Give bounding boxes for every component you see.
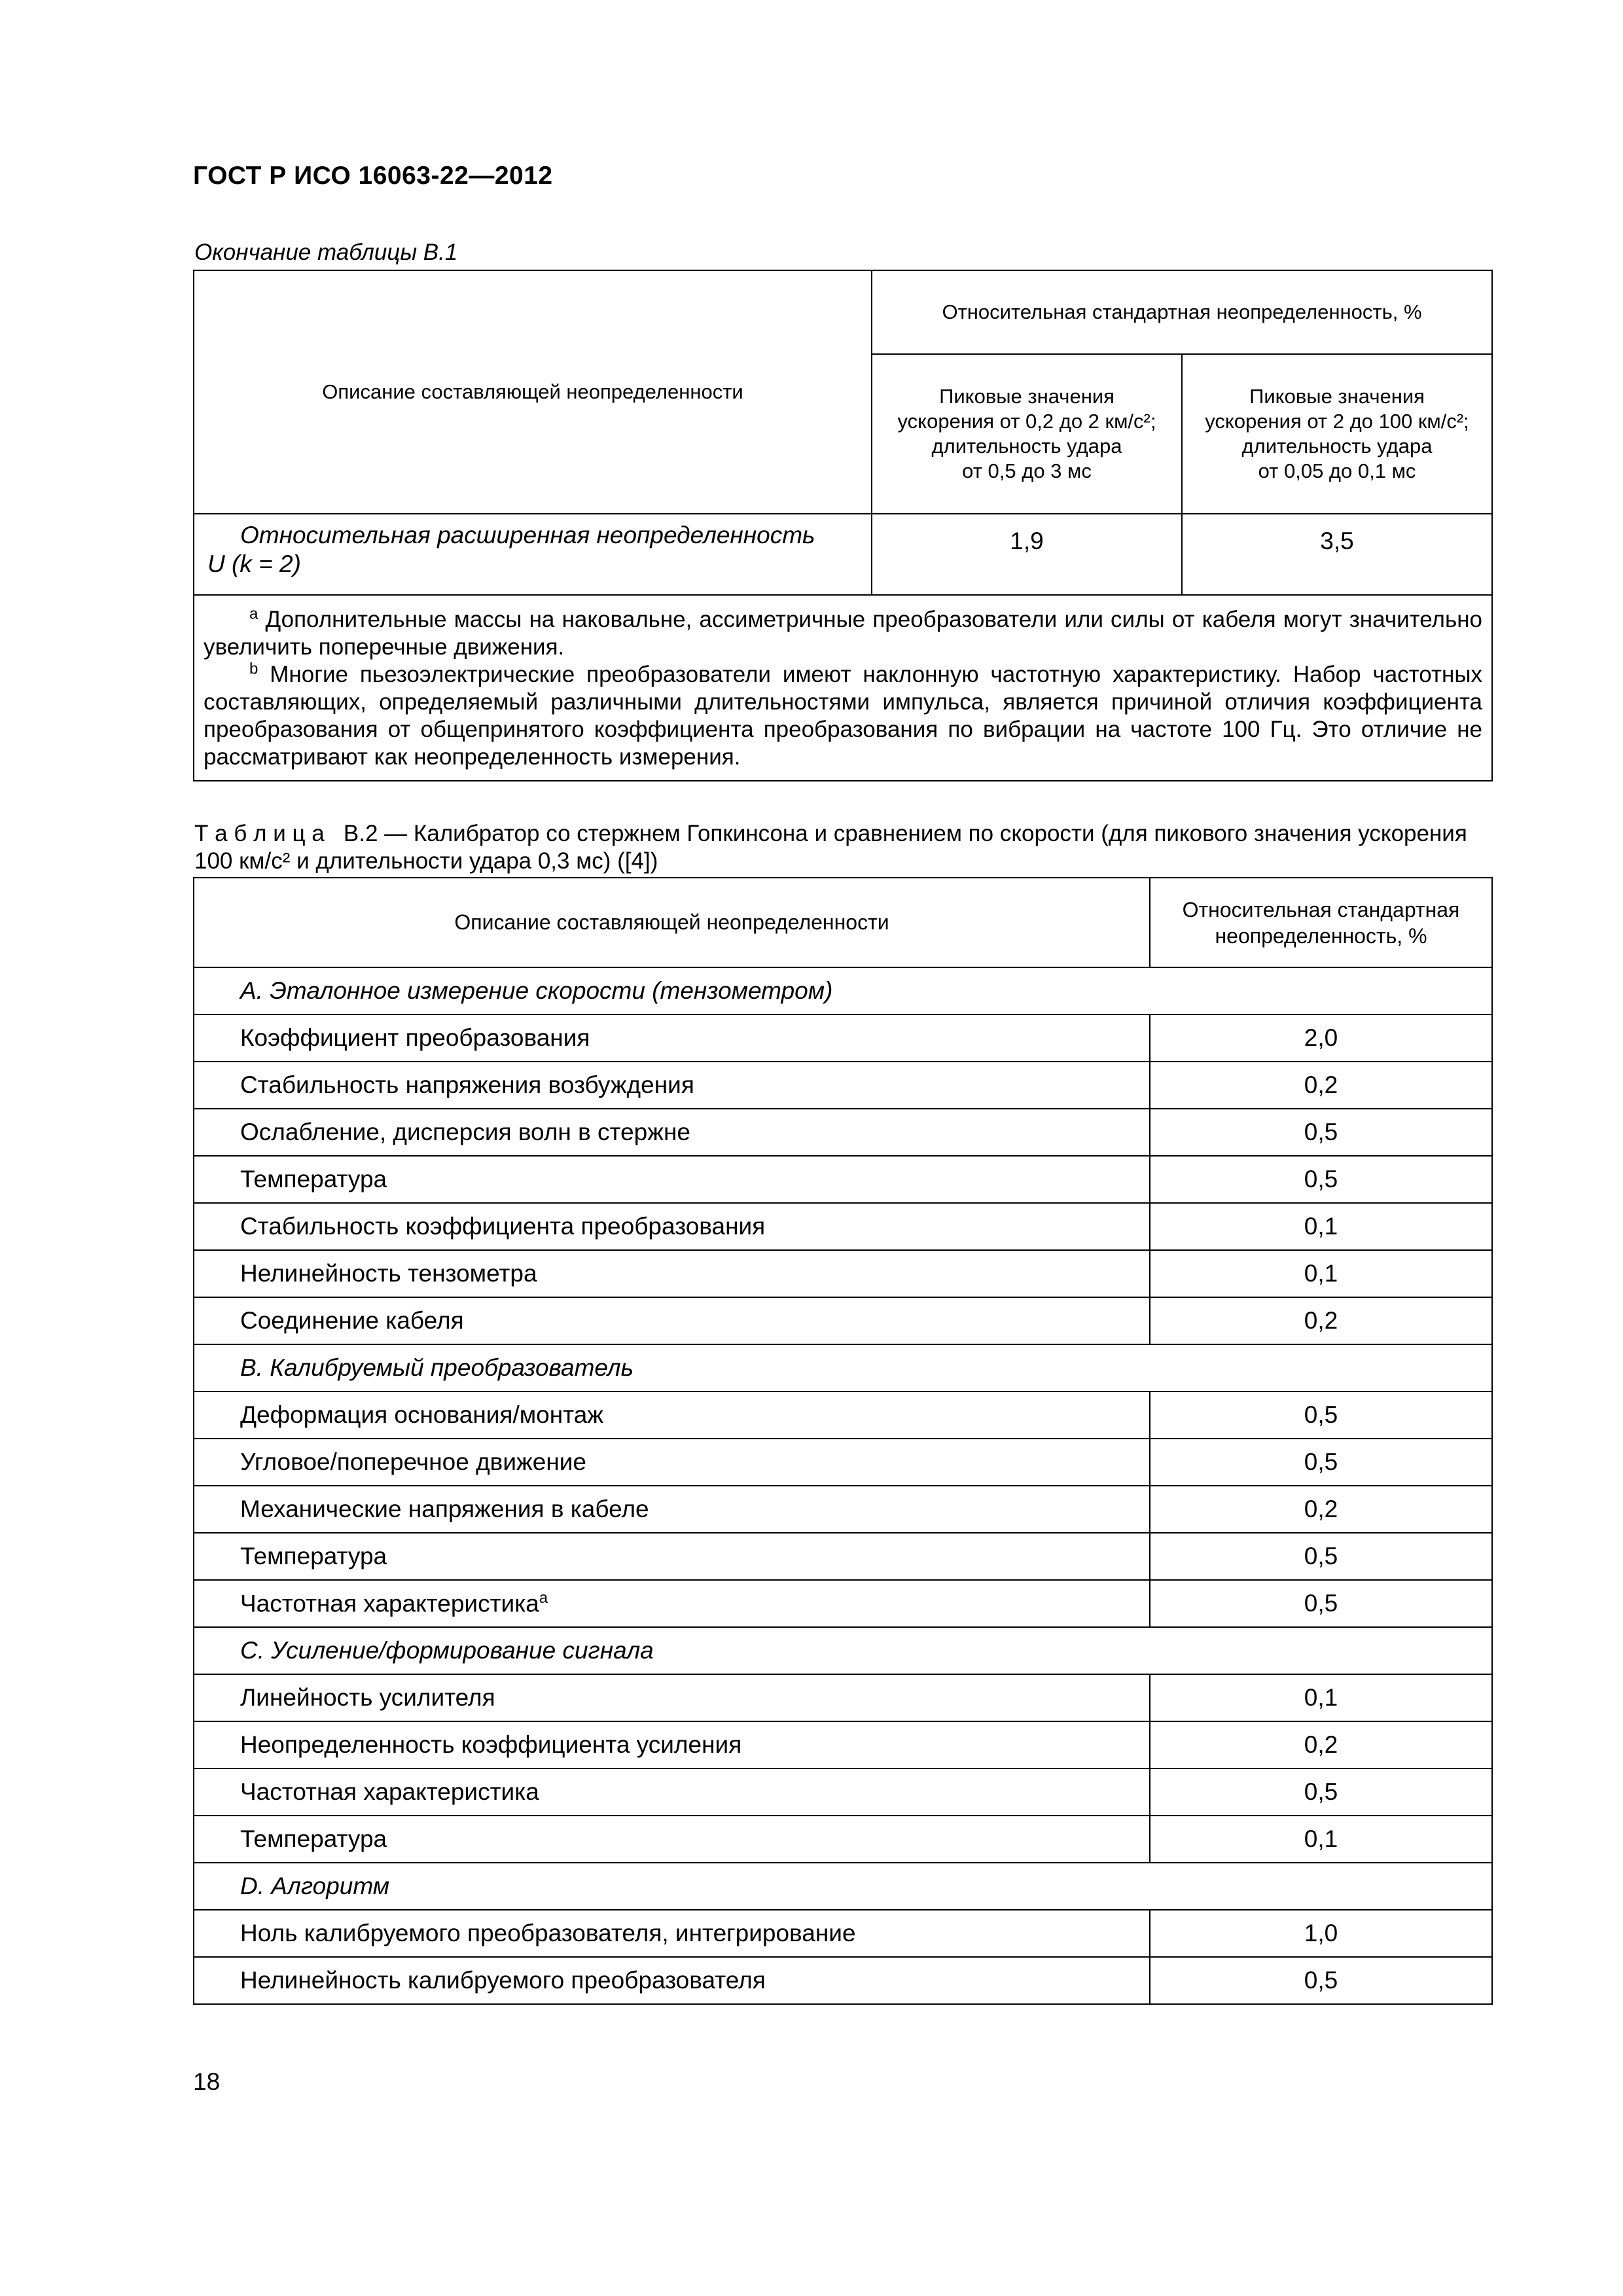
table2-header-value-line: Относительная стандартная xyxy=(1182,897,1460,922)
table1-note-a xyxy=(204,606,1482,661)
document-title: ГОСТ Р ИСО 16063-22—2012 xyxy=(193,162,553,190)
table2-row-label xyxy=(194,1957,1150,2004)
row-label-text: Температура xyxy=(240,1166,387,1193)
table2-row-label xyxy=(194,1203,1150,1250)
table2-row-label xyxy=(194,1109,1150,1156)
table1-notes xyxy=(194,595,1492,781)
table-row xyxy=(194,1674,1492,1721)
table-row xyxy=(194,1721,1492,1768)
table-row xyxy=(194,1910,1492,1957)
expanded-label-line2: U (k = 2) xyxy=(207,550,301,577)
table2-row-value: 0,5 xyxy=(1150,1580,1492,1627)
table2-row-label xyxy=(194,1439,1150,1486)
table2-row-value: 0,2 xyxy=(1150,1297,1492,1344)
table-row xyxy=(194,1156,1492,1203)
table2-section-title: B. Калибруемый преобразователь xyxy=(194,1344,1492,1391)
table2-row-label xyxy=(194,1156,1150,1203)
table2-row-label xyxy=(194,1391,1150,1439)
row-label-text: Температура xyxy=(240,1825,387,1852)
table1-expanded-value-1: 1,9 xyxy=(872,514,1182,595)
row-label-text: Неопределенность коэффициента усиления xyxy=(240,1731,742,1758)
table1-expanded-value-2: 3,5 xyxy=(1182,514,1492,595)
table2-row-label xyxy=(194,1674,1150,1721)
table-row xyxy=(194,1391,1492,1439)
table-row xyxy=(194,1297,1492,1344)
table-row xyxy=(194,1957,1492,2004)
table1-uncertainty-end xyxy=(193,270,1493,781)
table2-row-value: 0,2 xyxy=(1150,1486,1492,1533)
table1-subheader-2 xyxy=(1182,354,1492,514)
table-row xyxy=(194,1250,1492,1297)
table1-subheader-2-line: ускорения от 2 до 100 км/с²; xyxy=(1205,409,1469,433)
table2-row-value: 1,0 xyxy=(1150,1910,1492,1957)
table2-row-value: 0,5 xyxy=(1150,1768,1492,1816)
table2-row-value: 0,2 xyxy=(1150,1062,1492,1109)
table2-row-value: 0,5 xyxy=(1150,1391,1492,1439)
table2-row-value: 0,1 xyxy=(1150,1250,1492,1297)
table2-header-description: Описание составляющей неопределенности xyxy=(194,878,1150,967)
table2-section-row xyxy=(194,1863,1492,1910)
table2-row-value: 0,5 xyxy=(1150,1156,1492,1203)
table2-caption xyxy=(194,820,1497,875)
table1-subheader-1 xyxy=(872,354,1182,514)
table1-subheader-1-line: от 0,5 до 3 мс xyxy=(962,459,1092,482)
table2-section-title: A. Эталонное измерение скорости (тензометром) xyxy=(194,967,1492,1014)
note-text: Многие пьезоэлектрические преобразователи имеют наклонную частотную характеристику. Набор частотных составляющих, определяемый различными длительностями импульса, является причиной отличия коэффициента преобразования от общепринятого коэффициента преобразования по вибрации на частоте 100 Гц. Это отличие не рассматривают как неопределенность измерения. xyxy=(204,662,1483,770)
table2-row-value: 0,1 xyxy=(1150,1203,1492,1250)
row-label-text: Стабильность напряжения возбуждения xyxy=(240,1071,694,1098)
table1-subheader-1-line: Пиковые значения xyxy=(939,384,1115,408)
row-label-text: Деформация основания/монтаж xyxy=(240,1401,604,1428)
table1-subheader-2-line: длительность удара xyxy=(1241,434,1433,457)
table2-row-value: 0,5 xyxy=(1150,1957,1492,2004)
row-label-text: Механические напряжения в кабеле xyxy=(240,1496,649,1522)
table-row xyxy=(194,1580,1492,1627)
table2-row-label xyxy=(194,1062,1150,1109)
expanded-label-line1: Относительная расширенная неопределенность xyxy=(240,522,815,548)
table2-hopkinson-bar-uncertainty xyxy=(193,877,1493,2005)
row-label-text: Угловое/поперечное движение xyxy=(240,1448,587,1475)
row-label-text: Нелинейность калибруемого преобразователя xyxy=(240,1967,766,1994)
row-label-text: Нелинейность тензометра xyxy=(240,1260,537,1287)
table1-subheader-2-line: от 0,05 до 0,1 мс xyxy=(1258,459,1416,482)
table2-caption-prefix: Т а б л и ц а В.2 xyxy=(194,821,378,846)
table2-row-value: 0,1 xyxy=(1150,1674,1492,1721)
table1-note-b xyxy=(204,661,1482,771)
table2-row-label xyxy=(194,1910,1150,1957)
table2-section-row xyxy=(194,1627,1492,1674)
table2-row-label xyxy=(194,1816,1150,1863)
table2-row-label xyxy=(194,1533,1150,1580)
table-row xyxy=(194,1109,1492,1156)
table1-header-group: Относительная стандартная неопределенность, % xyxy=(872,270,1492,354)
table-row xyxy=(194,1203,1492,1250)
row-label-text: Соединение кабеля xyxy=(240,1307,464,1334)
table-row xyxy=(194,1062,1492,1109)
page-number: 18 xyxy=(193,2068,221,2095)
table2-section-row xyxy=(194,1344,1492,1391)
table2-section-row xyxy=(194,967,1492,1014)
footnote-marker: a xyxy=(539,1589,548,1607)
row-label-text: Ноль калибруемого преобразователя, интегрирование xyxy=(240,1920,856,1946)
table2-row-value: 2,0 xyxy=(1150,1014,1492,1062)
table-row xyxy=(194,1486,1492,1533)
table1-subheader-1-line: длительность удара xyxy=(931,434,1122,457)
table2-row-label xyxy=(194,1297,1150,1344)
table-row xyxy=(194,1816,1492,1863)
note-text: Дополнительные массы на наковальне, ассиметричные преобразователи или силы от кабеля могут значительно увеличить поперечные движения. xyxy=(204,607,1483,660)
table1-caption: Окончание таблицы В.1 xyxy=(194,240,458,265)
table2-row-value: 0,1 xyxy=(1150,1816,1492,1863)
table-row xyxy=(194,1768,1492,1816)
table2-row-label xyxy=(194,1014,1150,1062)
row-label-text: Температура xyxy=(240,1543,387,1570)
table1-subheader-2-line: Пиковые значения xyxy=(1249,384,1425,408)
table2-row-label xyxy=(194,1486,1150,1533)
table2-header-value-line: неопределенность, % xyxy=(1215,924,1427,948)
table1-subheader-1-line: ускорения от 0,2 до 2 км/с²; xyxy=(897,409,1156,433)
table2-row-label xyxy=(194,1721,1150,1768)
table2-header-value xyxy=(1150,878,1492,967)
table2-row-label xyxy=(194,1768,1150,1816)
table2-section-title: C. Усиление/формирование сигнала xyxy=(194,1627,1492,1674)
table2-caption-text: — Калибратор со стержнем Гопкинсона и сравнением по скорости (для пикового значения ускорения 100 км/с² и длительности удара 0,3 мс) ([4]) xyxy=(194,821,1467,874)
row-label-text: Ослабление, дисперсия волн в стержне xyxy=(240,1119,691,1145)
table1-header-description: Описание составляющей неопределенности xyxy=(194,270,872,514)
table2-row-value: 0,5 xyxy=(1150,1533,1492,1580)
table-row xyxy=(194,1533,1492,1580)
table1-expanded-uncertainty-label xyxy=(194,514,872,595)
table2-row-value: 0,5 xyxy=(1150,1439,1492,1486)
table2-row-label xyxy=(194,1250,1150,1297)
table-row xyxy=(194,1439,1492,1486)
row-label-text: Линейность усилителя xyxy=(240,1684,495,1711)
table-row xyxy=(194,1014,1492,1062)
note-marker: a xyxy=(249,605,259,623)
table2-row-value: 0,2 xyxy=(1150,1721,1492,1768)
table2-row-value: 0,5 xyxy=(1150,1109,1492,1156)
row-label-text: Коэффициент преобразования xyxy=(240,1024,590,1051)
row-label-text: Частотная характеристика xyxy=(240,1778,539,1805)
table2-row-label xyxy=(194,1580,1150,1627)
row-label-text: Частотная характеристика xyxy=(240,1590,539,1617)
note-marker: b xyxy=(249,660,259,678)
row-label-text: Стабильность коэффициента преобразования xyxy=(240,1213,766,1240)
table2-section-title: D. Алгоритм xyxy=(194,1863,1492,1910)
